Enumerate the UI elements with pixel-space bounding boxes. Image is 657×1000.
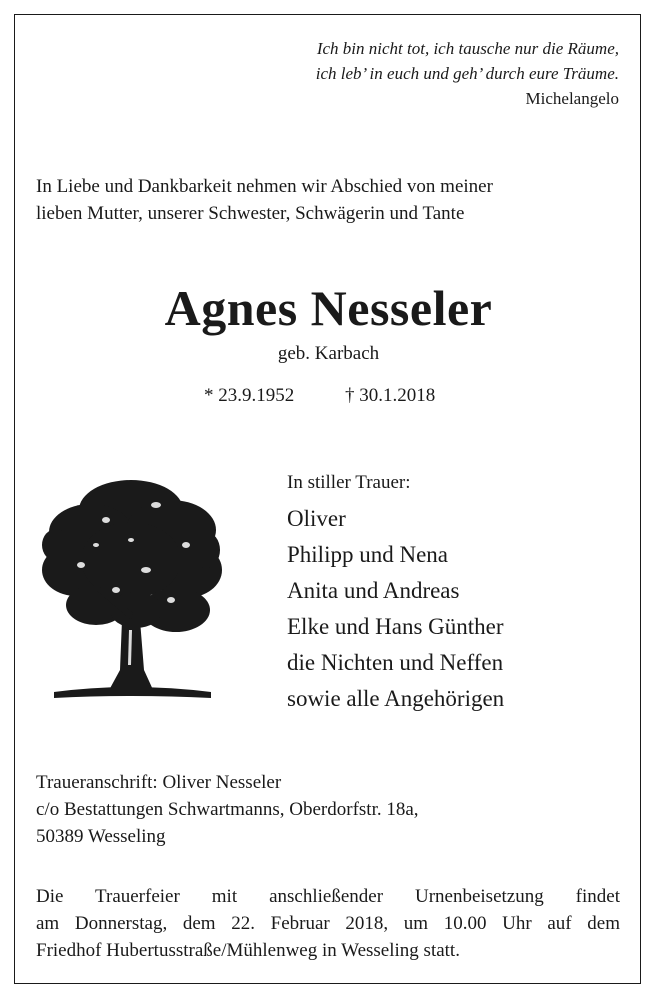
intro-line: In Liebe und Dankbarkeit nehmen wir Abschied von meiner xyxy=(36,176,493,197)
intro-line: lieben Mutter, unserer Schwester, Schwägerin und Tante xyxy=(36,203,465,224)
mourners-heading: In stiller Trauer: xyxy=(287,472,411,493)
maiden-name: geb. Karbach xyxy=(277,343,380,364)
ceremony-line: am Donnerstag, dem 22. Februar 2018, um 10.00 Uhr auf dem xyxy=(36,913,620,934)
deceased-name: Agnes Nesseler xyxy=(164,280,493,336)
address-line: 50389 Wesseling xyxy=(36,826,166,847)
death-date: † 30.1.2018 xyxy=(345,385,436,406)
epigraph-quote xyxy=(316,36,619,111)
mourners-list xyxy=(287,469,504,717)
mourner-name: Philipp und Nena xyxy=(287,542,448,567)
mourner-name: Oliver xyxy=(287,506,346,531)
ceremony-line: Die Trauerfeier mit anschließender Urnenbeisetzung findet xyxy=(36,886,620,907)
quote-author: Michelangelo xyxy=(525,89,619,108)
address-line: Traueranschrift: Oliver Nesseler xyxy=(36,772,282,793)
ceremony-line: Friedhof Hubertusstraße/Mühlenweg in Wesseling statt. xyxy=(36,940,460,961)
mourner-name: die Nichten und Neffen xyxy=(287,650,504,675)
address-line: c/o Bestattungen Schwartmanns, Oberdorfstr. 18a, xyxy=(36,799,419,820)
mourner-name: sowie alle Angehörigen xyxy=(287,686,505,711)
quote-line: ich leb’ in euch und geh’ durch eure Träume. xyxy=(315,64,619,83)
birth-date: * 23.9.1952 xyxy=(204,385,295,406)
quote-line: Ich bin nicht tot, ich tausche nur die Räume, xyxy=(316,39,619,58)
ceremony-details xyxy=(36,883,620,964)
mourner-name: Anita und Andreas xyxy=(287,578,460,603)
oak-tree-icon xyxy=(36,470,226,710)
mourner-name: Elke und Hans Günther xyxy=(287,614,504,639)
intro-text xyxy=(36,173,493,227)
mourning-address xyxy=(36,769,419,850)
